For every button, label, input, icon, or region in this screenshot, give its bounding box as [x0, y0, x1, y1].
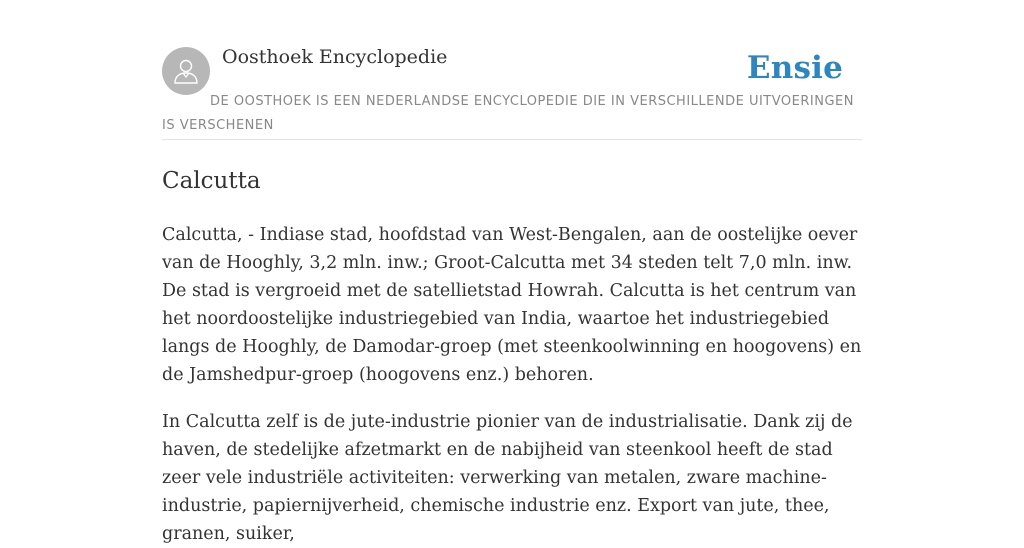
content-container [162, 0, 862, 548]
source-tagline: DE OOSTHOEK IS EEN NEDERLANDSE ENCYCLOPEDIE DIE IN VERSCHILLENDE UITVOERINGEN IS VERSCHENEN [162, 94, 854, 133]
article-title: Calcutta [162, 168, 261, 194]
source-header [162, 0, 862, 140]
brand-logo[interactable]: Ensie [746, 50, 843, 86]
article-paragraph: Calcutta, - Indiase stad, hoofdstad van West-Bengalen, aan de oostelijke oever van de Hooghly, 3,2 mln. inw.; Groot-Calcutta met 34 steden telt 7,0 mln. inw. De stad is vergroeid met de satellietstad Howrah. Calcutta is het centrum van het noordoostelijke industriegebied van India, waartoe het industriegebied langs de Hooghly, de Damodar-groep (met steenkoolwinning en hoogovens) en de Jamshedpur-groep (hoogovens enz.) behoren. [162, 225, 862, 385]
source-title[interactable]: Oosthoek Encyclopedie [222, 46, 448, 68]
avatar[interactable] [162, 47, 210, 95]
user-icon [171, 56, 201, 86]
article-paragraph: In Calcutta zelf is de jute-industrie pionier van de industrialisatie. Dank zij de haven, de stedelijke afzetmarkt en de nabijheid van steenkool heeft de stad zeer vele industriële activiteiten: verwerking van metalen, zware machine-industrie, papiernijverheid, chemische industrie enz. Export van jute, thee, granen, suiker, [162, 412, 853, 544]
